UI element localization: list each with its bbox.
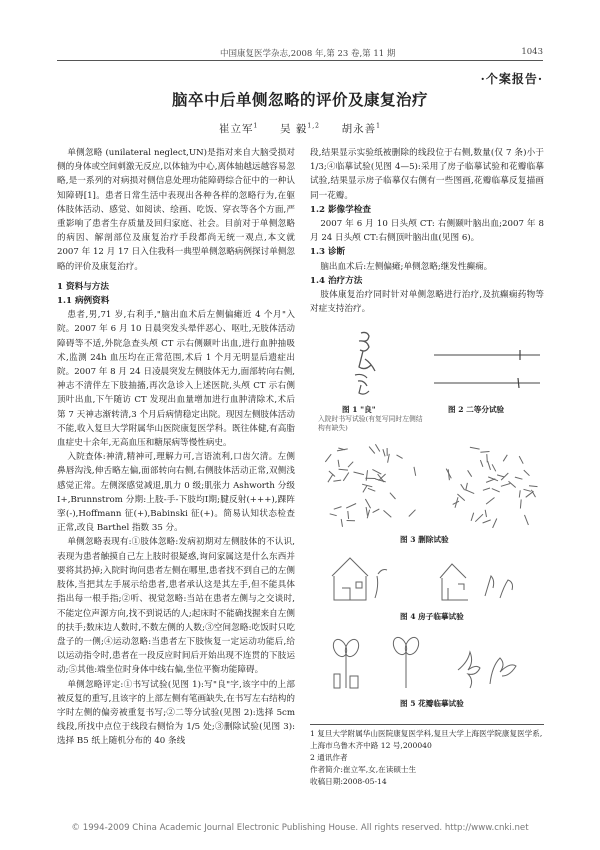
- footnote-rule: [310, 724, 544, 725]
- section-label: ·个案报告·: [480, 72, 543, 86]
- cancellation-stroke: [457, 494, 464, 501]
- cancellation-stroke: [531, 490, 535, 497]
- article-title: 脑卒中后单侧忽略的评价及康复治疗: [171, 90, 428, 109]
- cancellation-stroke: [343, 473, 349, 481]
- continued-paragraph: 段,结果显示实验纸被删除的线段位于右侧,数量(仅 7 条)小于 1/3;④临摹试验(见图 4—5):采用了房子临摹试验和花瓣临摹试验,结果显示房子临摹仅右侧有一些图画,花瓣临摹反复描画同一花瓣。: [310, 148, 544, 201]
- intro-paragraph: 单侧忽略 (unilateral neglect,UN)是指对来自大脑受损对侧的身体或空间刺激无反应,以体轴为中心,离体轴越远越容易忽略,是一系列的对病损对侧信息处理功能障碍综合征中的一种认知障碍[1]。患者日常生活中表现出各种各样的忽略行为,在躯体肢体活动、感觉、如阅读、绘画、吃饭、穿衣等各个方面,严重影响了患者生存质量及回归家庭、社会。目前对于单侧忽略的病因、解剖部位及康复治疗手段都尚无统一观点,本文就 2007 年 12 月 17 日入住我科一典型单侧忽略病例探讨单侧忽略的评价及康复治疗。: [57, 148, 295, 272]
- cancellation-stroke: [486, 479, 495, 483]
- cancellation-stroke: [363, 485, 367, 492]
- cancellation-stroke: [325, 454, 331, 462]
- cancellation-stroke: [348, 462, 353, 468]
- author-affiliation: 1: [376, 122, 381, 130]
- cancellation-stroke: [515, 477, 523, 479]
- cancellation-stroke: [409, 510, 416, 517]
- cancellation-stroke: [384, 510, 392, 517]
- cancellation-stroke: [366, 507, 367, 516]
- cancellation-stroke: [366, 470, 367, 481]
- cancellation-stroke: [488, 477, 498, 481]
- cancellation-stroke: [470, 447, 480, 449]
- figure-1-caption: 图 1 "良": [342, 405, 376, 414]
- figure-2-caption: 图 2 二等分试验: [448, 405, 505, 414]
- author-name: 崔立军: [219, 123, 254, 135]
- cancellation-stroke: [480, 452, 489, 453]
- subsection-heading: 1.2 影像学检查: [310, 204, 371, 215]
- cancellation-stroke: [461, 484, 465, 490]
- cancellation-stroke: [471, 513, 474, 521]
- cancellation-stroke: [388, 454, 390, 463]
- cancellation-stroke: [488, 461, 491, 470]
- figure-3-cancellation: [320, 440, 545, 530]
- cancellation-stroke: [475, 514, 483, 522]
- cancellation-stroke: [397, 455, 403, 459]
- cancellation-stroke: [368, 488, 375, 491]
- cancellation-stroke: [485, 510, 486, 517]
- cancellation-stroke: [480, 460, 483, 467]
- cancellation-stroke: [390, 493, 396, 499]
- cancellation-stroke: [483, 520, 491, 523]
- cancellation-stroke: [524, 470, 530, 476]
- cancellation-stroke: [334, 507, 342, 510]
- author-name: 胡永善: [341, 123, 377, 135]
- neglect-paragraph: 单侧忽略表现有:①肢体忽略:发病初期对左侧肢体的不认识,表现为患者触摸自己左上肢时很疑惑,询问家属这是什么东西并要将其扔掉;入院时询问患者左侧在哪里,患者找不到自己的左侧肢体,当把其左手展示给患者,患者承认这是其左手,但不能具体指出每一根手指;②听、视觉忽略:当站在患者左侧与之交谈时,不能定位声源方向,找不到说话的人;起床时不能确找握来自左侧的扶手;数床边人数时,不数左侧的人数;③空间忽略:吃饭时只吃盘子的一侧;④运动忽略:当患者左下肢恢复一定运动功能后,给以运动指令时,患者在一段反应时间后开始出现不连贯的下肢运动;⑤其他:端坐位时身体中线右偏,坐位平衡功能障碍。: [57, 537, 295, 676]
- cancellation-stroke: [483, 488, 490, 490]
- treatment-paragraph: 肢体康复治疗同时针对单侧忽略进行治疗,及抗癫痫药物等对症支持治疗。: [310, 290, 544, 315]
- cancellation-stroke: [466, 483, 468, 491]
- section-heading: 1 资料与方法: [57, 281, 109, 292]
- cancellation-stroke: [486, 498, 494, 505]
- exam-paragraph: 入院查体:神清,精神可,理解力可,言语流利,口齿欠清。左侧鼻唇沟浅,伸舌略左偏,面部转向右侧,右侧肢体活动正常,双侧浅感觉正常。左侧深感觉减退,肌力 0 级;肌张力 Ashworth 分级Ⅰ+,Brunnstrom 分期:上肢-手-下肢均Ⅰ期;腱反射(+++),踝阵挛(-),Hoffmann 征(+),Babinski 征(+)。简易认知状态检查正常,改良 Barthel 指数 35 分。: [57, 452, 295, 534]
- figure-3-caption: 图 3 删除试验: [400, 535, 449, 544]
- author-affiliation: 1: [253, 122, 259, 130]
- cancellation-stroke: [339, 469, 348, 470]
- cancellation-stroke: [373, 509, 380, 513]
- cancellation-stroke: [468, 470, 472, 476]
- figure-5-caption: 图 5 花瓣临摹试验: [400, 699, 464, 708]
- subsection-heading: 1.1 病例资料: [57, 296, 110, 307]
- journal-header: 中国康复医学杂志,2008 年,第 23 卷,第 11 期: [220, 49, 396, 59]
- cancellation-stroke: [525, 515, 529, 525]
- cancellation-stroke: [338, 460, 339, 467]
- cancellation-stroke: [497, 475, 504, 477]
- received-date-footnote: 收稿日期:2008-05-14: [310, 777, 387, 786]
- cancellation-stroke: [328, 474, 333, 482]
- subsection-heading: 1.3 诊断: [310, 247, 346, 258]
- assessment-paragraph: 单侧忽略评定:①书写试验(见图 1):写"良"字,该字中的上部被反复的重写,且该字的上部左侧有笔画缺失,在书写左右结构的字时左侧的偏旁被重复书写;②二等分试验(见图 2):选择 5cm 线段,所找中点位于线段右侧恰为 1/5 处;③删除试验(见图 3):选择 B5 纸上随机分布的 40 条线: [57, 679, 295, 747]
- case-paragraph: 患者,男,71 岁,右利手,"脑出血术后左侧偏瘫近 4 个月"入院。2007 年 6 月 10 日晨突发头晕伴恶心、呕吐,无肢体活动障碍等不适,外院急查头颅 CT 示右侧颞叶出血,进行血肿抽吸术,监测 24h 血压均在正常范围,术后 1 个月无明显后遗症出院。2007 年 8 月 24 日凌晨突发左侧肢体无力,面部转向右侧,神志不清伴左下肢抽搐,再次急诊入上述医院,头颅 CT 示右侧顶叶出血,下午随访 CT 发现出血量增加进行血肿清除术,术后第 7 天神志渐转清,3 个月后病情稳定出院。现因左侧肢体活动不能,收入复旦大学附属华山医院康复医学科。既往体健,有高脂血症史十余年,无高血压和糖尿病等慢性病史。: [57, 310, 295, 449]
- cancellation-stroke: [372, 469, 381, 474]
- cancellation-stroke: [383, 449, 385, 456]
- cancellation-stroke: [333, 480, 341, 481]
- cancellation-stroke: [492, 464, 496, 471]
- left-column: [57, 146, 295, 816]
- figure-4-house-copy: [320, 548, 545, 606]
- author-affiliation: 1,2: [307, 122, 320, 130]
- cancellation-stroke: [354, 472, 364, 475]
- cancellation-stroke: [341, 519, 342, 527]
- cancellation-stroke: [501, 484, 510, 487]
- author-bio-footnote: 作者简介:崔立军,女,在读硕士生: [310, 765, 417, 774]
- corresponding-author-footnote: 2 通讯作者: [310, 753, 348, 762]
- cancellation-stroke: [519, 490, 520, 497]
- cancellation-stroke: [519, 456, 523, 464]
- cancellation-stroke: [520, 499, 521, 508]
- diagnosis-paragraph: 脑出血术后:左侧偏瘫;单侧忽略;继发性癫痫。: [320, 261, 493, 272]
- right-column: [310, 146, 544, 316]
- cancellation-stroke: [365, 499, 370, 508]
- figure-2-bisection: [430, 345, 545, 400]
- figure-5-flower-copy: [320, 626, 545, 696]
- copyright-footer: © 1994-2009 China Academic Journal Electronic Publishing House. All rights reserved. http://www.cnki.net: [71, 823, 529, 833]
- page-number: 1043: [521, 47, 543, 57]
- subsection-heading: 1.4 治疗方法: [310, 275, 363, 286]
- cancellation-stroke: [492, 489, 500, 492]
- header-rule: [57, 60, 543, 61]
- cancellation-stroke: [330, 514, 337, 516]
- figure-1-writing: [325, 325, 415, 400]
- cancellation-stroke: [465, 490, 474, 494]
- cancellation-stroke: [524, 489, 531, 491]
- cancellation-stroke: [487, 454, 488, 462]
- cancellation-stroke: [503, 455, 507, 462]
- author-list: [0, 121, 600, 136]
- author-name: 吴 毅: [280, 123, 308, 135]
- cancellation-stroke: [509, 481, 516, 487]
- figure-1-note: 入院时书写试验(有复写同时左侧结构有缺失): [318, 415, 423, 432]
- footnotes: [310, 728, 544, 788]
- cancellation-stroke: [346, 504, 356, 509]
- affiliation-footnote: 1 复旦大学附属华山医院康复医学科,复旦大学上海医学院康复医学系,上海市乌鲁木齐中路 12 号,200040: [310, 729, 543, 750]
- figure-4-caption: 图 4 房子临摹试验: [400, 612, 464, 621]
- cancellation-stroke: [493, 519, 497, 528]
- cancellation-stroke: [369, 447, 375, 454]
- imaging-paragraph: 2007 年 6 月 10 日头颅 CT: 右侧颞叶脑出血;2007 年 8 月 24 日头颅 CT:右侧顶叶脑出血(见图 6)。: [310, 219, 544, 244]
- cancellation-stroke: [375, 444, 379, 451]
- cancellation-stroke: [414, 467, 416, 476]
- cancellation-stroke: [529, 486, 538, 487]
- cancellation-stroke: [348, 511, 349, 519]
